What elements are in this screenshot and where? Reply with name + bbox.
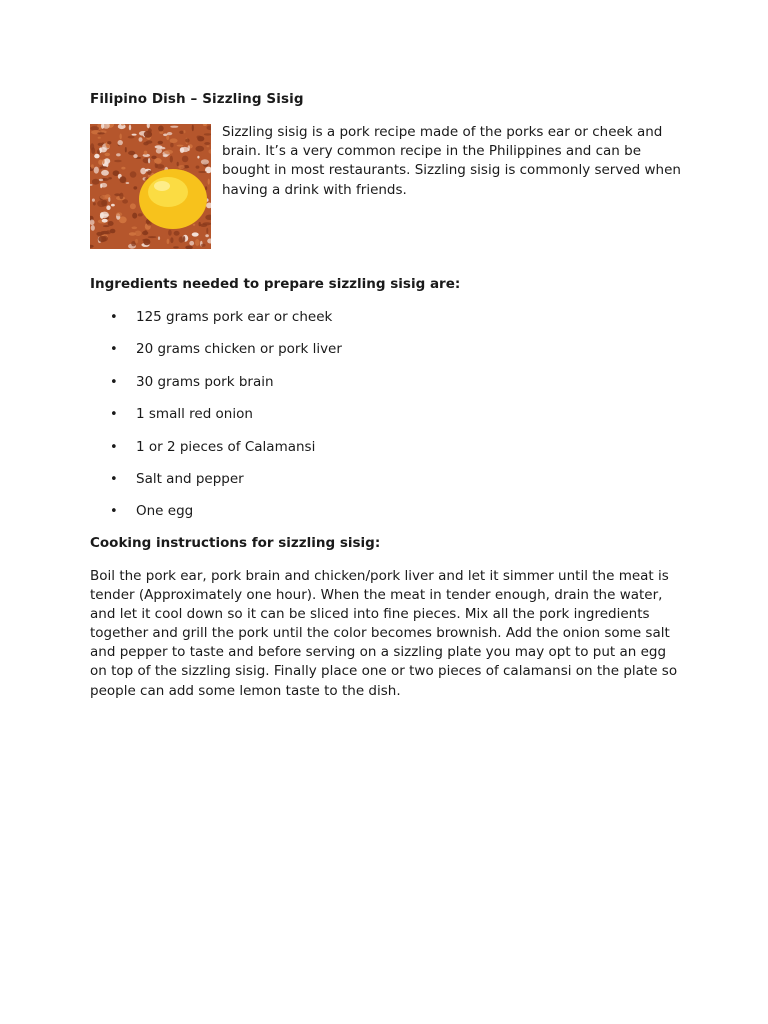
ingredients-heading: Ingredients needed to prepare sizzling sisig are:: [90, 276, 461, 292]
intro-paragraph: Sizzling sisig is a pork recipe made of the porks ear or cheek and brain. It’s a very common recipe in the Philippines and can be bought in most restaurants. Sizzling sisig is commonly served when having a drink with friends.: [222, 124, 681, 198]
instructions-paragraph: Boil the pork ear, pork brain and chicken/pork liver and let it simmer until the meat is tender (Approximately one hour). When the meat in tender enough, drain the water, and let it cool down so it can be sliced into fine pieces. Mix all the pork ingredients together and grill the pork until the color becomes brownish. Add the onion some salt and pepper to taste and before serving on a sizzling plate you may opt to put an egg on top of the sizzling sisig. Finally place one or two pieces of calamansi on the plate so people can add some lemon taste to the dish.: [90, 568, 678, 699]
list-item: [90, 470, 590, 502]
list-item: [90, 373, 590, 405]
bullet-icon: •: [110, 504, 118, 520]
list-item: [90, 405, 590, 437]
document-title: Filipino Dish – Sizzling Sisig: [90, 91, 304, 107]
bullet-icon: •: [110, 407, 118, 423]
ingredient-text: 1 or 2 pieces of Calamansi: [136, 438, 316, 455]
ingredient-text: 125 grams pork ear or cheek: [136, 309, 333, 325]
ingredient-text: 30 grams pork brain: [136, 373, 274, 390]
list-item: [90, 438, 590, 470]
sisig-photo: [90, 124, 211, 249]
ingredients-list: [90, 308, 590, 535]
sisig-photo-image: [90, 124, 211, 249]
list-item: [90, 502, 590, 534]
list-item: [90, 340, 590, 372]
bullet-icon: •: [110, 374, 118, 390]
bullet-icon: •: [110, 310, 118, 325]
ingredient-text: 20 grams chicken or pork liver: [136, 341, 342, 358]
bullet-icon: •: [110, 471, 118, 487]
ingredient-text: One egg: [136, 503, 194, 520]
ingredient-text: Salt and pepper: [136, 470, 244, 487]
instructions-heading: Cooking instructions for sizzling sisig:: [90, 535, 381, 551]
bullet-icon: •: [110, 342, 118, 358]
bullet-icon: •: [110, 439, 118, 455]
list-item: [90, 308, 590, 340]
ingredient-text: 1 small red onion: [136, 406, 253, 423]
